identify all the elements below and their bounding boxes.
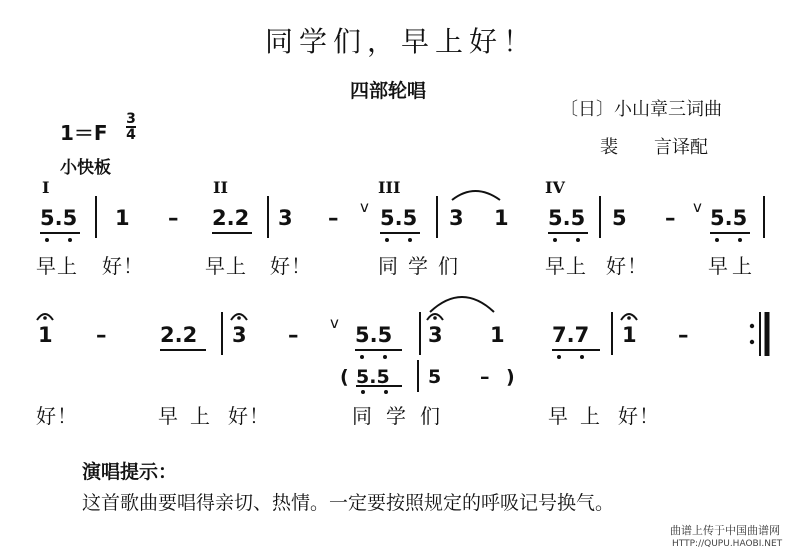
time-signature-bottom: 4	[126, 127, 136, 143]
credit-translator: 裴 言译配	[600, 137, 708, 158]
lyric: 早上	[708, 254, 756, 278]
alt-paren-open: (	[340, 366, 349, 388]
lyric: 同学们	[352, 404, 454, 428]
lyric: 早上	[205, 254, 247, 278]
note: 1	[38, 323, 53, 347]
note: 1	[622, 323, 637, 347]
alt-note: 5	[428, 366, 442, 388]
lyric: 同学们	[378, 254, 468, 278]
lyric: 早上	[158, 404, 222, 428]
alt-paren-close: )	[506, 366, 515, 388]
lyric: 早上	[545, 254, 587, 278]
note: 1	[490, 323, 505, 347]
alt-dash: –	[480, 366, 490, 388]
octave-dot	[45, 238, 49, 242]
canon-mark-1: I	[42, 178, 50, 197]
note: 5.5	[710, 206, 748, 230]
watermark-url: HTTP://QUPU.HAOBI.NET	[672, 539, 783, 549]
octave-dot	[68, 238, 72, 242]
fermata-dot	[433, 316, 437, 320]
key-signature: 1＝F	[60, 121, 108, 145]
note: 7.7	[552, 323, 590, 347]
breath-mark: v	[330, 314, 339, 332]
octave-dot	[580, 355, 584, 359]
lyric: 好！	[102, 254, 144, 278]
octave-dot	[576, 238, 580, 242]
note-dash: –	[168, 206, 179, 230]
song-subtitle: 四部轮唱	[350, 80, 427, 102]
octave-dot	[361, 390, 365, 394]
octave-dot	[553, 238, 557, 242]
octave-dot	[715, 238, 719, 242]
note: 5.5	[40, 206, 78, 230]
note: 3	[428, 323, 443, 347]
note-dash: –	[665, 206, 676, 230]
note: 2.2	[160, 323, 198, 347]
alt-note: 5.5	[356, 366, 390, 388]
note: 1	[494, 206, 509, 230]
credit-lyricist-composer: 〔日〕小山章三词曲	[560, 99, 722, 120]
breath-mark: v	[360, 198, 369, 216]
octave-dot	[385, 238, 389, 242]
octave-dot	[360, 355, 364, 359]
note: 3	[278, 206, 293, 230]
tempo-marking: 小快板	[60, 158, 111, 178]
repeat-dot	[750, 340, 754, 344]
note: 5	[612, 206, 627, 230]
time-signature-top: 3	[126, 111, 136, 127]
note-dash: –	[96, 323, 107, 347]
octave-dot	[557, 355, 561, 359]
note: 1	[115, 206, 130, 230]
tips-heading: 演唱提示：	[82, 461, 178, 483]
note-dash: –	[288, 323, 299, 347]
song-title: 同学们，早上好！	[264, 25, 537, 58]
tips-text: 这首歌曲要唱得亲切、热情。一定要按照规定的呼吸记号换气。	[82, 492, 615, 514]
watermark-text: 曲谱上传于中国曲谱网	[670, 524, 780, 537]
note: 5.5	[380, 206, 418, 230]
lyric: 早上	[36, 254, 78, 278]
note-dash: –	[678, 323, 689, 347]
note: 5.5	[548, 206, 586, 230]
fermata-dot	[43, 316, 47, 320]
slur	[452, 191, 500, 200]
lyric: 好！	[606, 254, 648, 278]
lyric: 好！	[618, 404, 660, 428]
canon-mark-4: IV	[545, 178, 565, 197]
octave-dot	[383, 355, 387, 359]
lyric: 早上	[548, 404, 612, 428]
breath-mark: v	[693, 198, 702, 216]
note: 3	[232, 323, 247, 347]
fermata-dot	[627, 316, 631, 320]
note-dash: –	[328, 206, 339, 230]
slur	[430, 297, 494, 312]
repeat-dot	[750, 324, 754, 328]
note: 3	[449, 206, 464, 230]
lyric: 好！	[270, 254, 312, 278]
octave-dot	[408, 238, 412, 242]
note: 2.2	[212, 206, 250, 230]
canon-mark-3: III	[378, 178, 401, 197]
lyric: 好！	[228, 404, 270, 428]
note: 5.5	[355, 323, 393, 347]
octave-dot	[384, 390, 388, 394]
lyric: 好！	[36, 404, 78, 428]
fermata-dot	[237, 316, 241, 320]
octave-dot	[738, 238, 742, 242]
canon-mark-2: II	[213, 178, 228, 197]
